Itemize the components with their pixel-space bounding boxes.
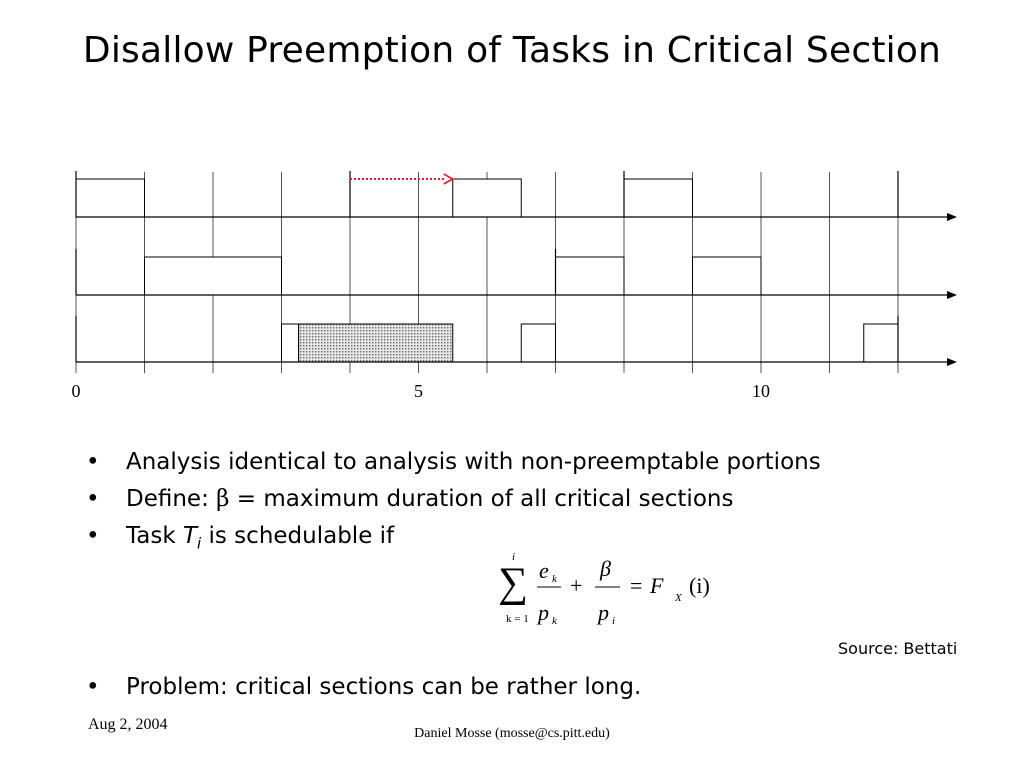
- bullet-problem-text: Problem: critical sections can be rather long.: [126, 674, 642, 700]
- sum-lower-limit: k = 1: [506, 613, 529, 625]
- footer-date: Aug 2, 2004: [88, 716, 168, 733]
- equals-sign: =: [630, 573, 643, 598]
- schedulability-formula: [490, 548, 740, 630]
- time-axis-label: 0: [71, 381, 81, 401]
- bullet-glyph: •: [86, 674, 100, 700]
- bullet-define: [86, 483, 821, 520]
- bullet-analysis: [86, 446, 821, 483]
- numerator-e: e: [539, 558, 549, 583]
- function-argument: (i): [689, 573, 710, 598]
- job-execution-block: [521, 324, 555, 362]
- job-execution-block: [282, 324, 299, 362]
- job-execution-block: [693, 257, 762, 295]
- bullet-glyph: •: [86, 449, 100, 475]
- preemption-delay-arrowhead: [444, 174, 453, 184]
- critical-section-block: [299, 324, 453, 362]
- footer-author: Daniel Mosse (mosse@cs.pitt.edu): [414, 726, 610, 741]
- numerator-beta: β: [600, 556, 611, 581]
- denominator-p-i-subscript: i: [612, 615, 616, 627]
- function-F: F: [650, 573, 664, 598]
- numerator-e-subscript: k: [552, 573, 557, 585]
- axis-arrowhead: [947, 291, 957, 299]
- task-subscript: i: [197, 534, 202, 553]
- problem-bullet-list: [86, 671, 641, 703]
- denominator-p-i: p: [598, 600, 609, 625]
- bullet-define-text: = maximum duration of all critical sections: [236, 486, 734, 512]
- bullet-list: [86, 446, 821, 557]
- bullet-problem: [86, 671, 641, 703]
- beta-symbol: β: [216, 486, 230, 512]
- axis-arrowhead: [947, 213, 957, 221]
- slide-title: Disallow Preemption of Tasks in Critical Section: [82, 30, 942, 71]
- denominator-p: p: [538, 600, 549, 625]
- sum-upper-limit: i: [512, 551, 516, 563]
- denominator-p-subscript: k: [552, 615, 557, 627]
- define-label: Define:: [126, 486, 217, 512]
- function-F-subscript: X: [675, 592, 682, 604]
- source-credit: Source: Bettati: [838, 639, 958, 658]
- task-symbol: T: [182, 523, 198, 549]
- bullet-task-text: is schedulable if: [208, 523, 395, 549]
- summation-symbol: ∑: [498, 560, 528, 606]
- axis-arrowhead: [947, 358, 957, 366]
- task-prefix: Task: [126, 523, 183, 549]
- job-execution-block: [624, 179, 693, 217]
- bullet-glyph: •: [86, 486, 100, 512]
- time-axis-label: 10: [752, 381, 770, 401]
- job-execution-block: [145, 257, 282, 295]
- bullet-glyph: •: [86, 523, 100, 549]
- job-execution-block: [453, 179, 522, 217]
- plus-sign: +: [570, 573, 583, 598]
- bullet-analysis-text: Analysis identical to analysis with non-preemptable portions: [126, 449, 821, 475]
- job-execution-block: [864, 324, 898, 362]
- time-axis-label: 5: [414, 381, 423, 401]
- job-execution-block: [556, 257, 625, 295]
- job-execution-block: [76, 179, 145, 217]
